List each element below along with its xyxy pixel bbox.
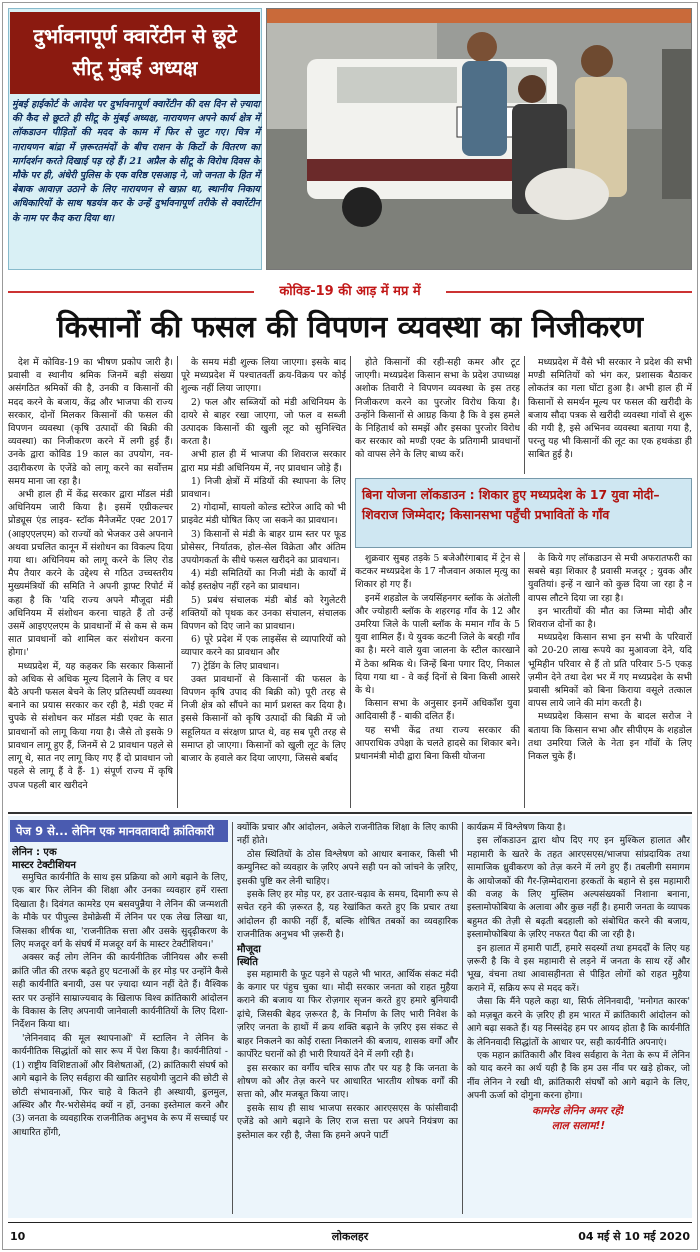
box-column-2 — [528, 552, 692, 808]
paragraph: 7) ट्रेडिंग के लिए प्रावधान। — [191, 660, 280, 672]
subheading: स्थिति — [237, 956, 258, 968]
paragraph: कार्यक्रम में विश्लेषण किया है। — [467, 823, 566, 833]
paragraph: अभी हाल ही में केंद्र सरकार द्वारा मॉडल मंडी अधिनियम जारी किया है। इसमें एग्रीकल्चर प्रोड्यूस एंड लाइव- स्टॉक मैनेजमेंट एक्ट 2017 (आइएएलएम) को राज्यों को भेजकर उसे अपनाने अथवा प्रचलित कानून में संशोधन का विकल्प दिया गया था। अधिनियम को लागू करने के लिए रोड मैप तैयार करने के उद्देश्य से गठित उच्चस्तरीय मुख्यमंत्रियों की समिति ने अपनी ड्राफ्ट रिपोर्ट में कहा है कि 'यदि राज्य अपने मौजूदा मंडी अधिनियम में संशोधन करना चाहते हैं तो उन्हें उसमें आइएएलएम के प्रावधानों में से कम से कम सात प्रावधानों को शामिल कर संशोधन करना होगा।' — [8, 489, 173, 659]
sub-story-box-title: बिना योजना लॉकडाउन : शिकार हुए मध्यप्रदेश के 17 युवा मोदी–शिवराज जिम्मेदार; किसानसभा पहुँची प्रभावितों के गाँव — [355, 478, 692, 548]
closing-slogan: कामरेड लेनिन अमर रहें! — [532, 1104, 625, 1117]
article-column-2 — [181, 356, 346, 808]
issue-date: 04 मई से 10 मई 2020 — [578, 1230, 690, 1243]
paragraph: समुचित कार्यनीति के साथ इस प्रक्रिया को आगे बढ़ाने के लिए, एक बार फिर लेनिन की शिक्षा और उनका व्यवहार हमें रास्ता दिखाता है। दिवंगत कामरेड एम बसवपुन्नैया ने लेनिन की जन्मशती के मौके पर पीपुल्स डेमोक्रेसी में लेनिन पर एक लेख लिखा था, जिसका शीर्षक था, 'राजनीतिक सत्ता और उसके सुदृढ़ीकरण के लिए मजदूर वर्ग के संघर्ष में मजदूर वर्ग के मास्टर टेक्टीशियन।' — [12, 873, 228, 951]
paragraph: अभी हाल ही में भाजपा की शिवराज सरकार द्वारा मप्र मंडी अधिनियम में, नए प्रावधान जोड़े हैं। — [181, 449, 346, 474]
paragraph: इन हालात में हमारी पार्टी, हमारे सदस्यों तथा हमदर्दों के लिए यह ज़रूरी है कि वे इस महामारी से लड़ने में जनता के साथ रहें और भूख, वंचना तथा आवासहीनता से पीड़ित लोगों को राहत मुहैया कराने में, सक्रिय रूप से मदद करें। — [467, 943, 690, 994]
paragraph: यह सभी केंद्र तथा राज्य सरकार की आपराधिक उपेक्षा के चलते हादसे का शिकार बने। प्रधानमंत्री मोदी द्वारा बिना किसी योजना — [355, 724, 520, 763]
paragraph: इसके साथ ही साथ भाजपा सरकार आरएसएस के फांसीवादी एजेंडे को आगे बढ़ाने के लिए राज सत्ता पर अपने नियंत्रण का इस्तेमाल कर रही है, जैसा कि हमने अपने पार्टी — [237, 1103, 458, 1141]
column-rule — [177, 356, 178, 808]
subheading: मौजूदा — [237, 943, 261, 955]
news-photo — [266, 8, 692, 270]
publication-name: लोकलहर — [331, 1230, 369, 1243]
paragraph: इस लॉकडाउन द्वारा थोप दिए गए इन मुश्किल हालात और महामारी के खतरे के तहत आरएसएस/भाजपा सांप्रदायिक तथा सामाजिक ध्रुवीकरण को तेज़ करने में लगे हुए हैं। तबलीगी समागम के आयोजकों की गैर-ज़िम्मेदाराना हरकतों के बहाने से इस महामारी की वजह के लिए मुस्लिम अल्पसंख्यकों निशाना बनाना, इस्लामोफोबिया के अलावा और कुछ नहीं है। हमारी जनता के व्यापक बहुमत की तेज़ी से बढ़ती बदहाली को संबोधित करने की बजाय, इस्लामोफोबिया के ज़रिए नफरत पैदा की जा रही है। — [467, 836, 690, 941]
top-story-headline — [10, 12, 260, 94]
subheading: लेनिन : एक — [12, 847, 57, 858]
top-headline-line-1: दुर्भावनापूर्ण क्वारेंटीन से छूटे — [33, 24, 237, 48]
article-column-4 — [528, 356, 692, 474]
column-rule — [350, 356, 351, 808]
footer-rule — [8, 1222, 692, 1223]
paragraph: मध्यप्रदेश किसान सभा इन सभी के परिवारों को 20-20 लाख रूपये का मुआवजा देने, यदि भूमिहीन परिवार से हैं तो प्रति परिवार 5-5 एकड़ ज़मीन देने तथा देश भर में गए मध्यप्रदेश के सभी प्रवासी श्रमिकों को बिना किराया वसूले तत्काल वापस लाये जाने की मांग करती है। — [528, 632, 692, 710]
paragraph: मध्यप्रदेश किसान सभा के बादल सरोज ने बताया कि किसान सभा और सीपीएम के शहडोल तथा उमरिया जिले के नेता इन गाँवों के लिए निकल चुके हैं। — [528, 711, 692, 763]
paragraph: देश में कोविड-19 का भीषण प्रकोप जारी है। प्रवासी व स्थानीय श्रमिक जिनमें बड़ी संख्या असंगठित श्रमिकों की है, उनकी व किसानों की मदद करने के बजाय, केंद्र और भाजपा की राज्य सरकार, दोनों मिलकर किसानों की फसल की विपणन व्यवस्था (कृषि उत्पादों की बिक्री की व्यवस्था) का निजीकरण करने में लगी हुई हैं। उनके द्वारा कोविड 19 काल का उपयोग, नव-उदारीकरण के एजेंडे को लागू करने का सर्वोत्तम समय माना जा रहा है। — [8, 357, 173, 487]
paragraph: ठोस स्थितियों के ठोस विश्लेषण को आधार बनाकर, किसी भी कम्युनिस्ट को व्यवहार के ज़रिए अपने सही पन को जांचने के ज़रिए, इसकी पुष्टि कर लेनी चाहिए। — [237, 849, 458, 887]
paragraph: होते किसानों की रही-सही कमर और टूट जाएगी। मध्यप्रदेश किसान सभा के प्रदेश उपाध्यक्ष अशोक तिवारी ने विपणन व्यवस्था के इस तरह निजीकरण करने का पुरजोर विरोध किया है। उन्होंने किसानों से आग्रह किया है कि वे इस हमले के निहितार्थ को समझें और इसका पुरजोर विरोध कर सरकार को मण्डी एक्ट के प्रतिगामी प्रावधानों को वापस लेने के लिए बाध्य करें। — [355, 357, 520, 461]
paragraph: जैसा कि मैंने पहले कहा था, सिर्फ लेनिनवादी, 'मनोगत कारक' को मज़बूत करने के ज़रिए ही हम भारत में क्रांतिकारी आंदोलन को आगे बढ़ा सकते हैं। यह निस्संदेह हम पर आयद होता है कि कार्यनीति के लेनिनवादी सिद्धांतों के आधार पर, सही कार्यनीति अपनाएं। — [467, 997, 690, 1048]
paragraph: 6) पूरे प्रदेश में एक लाइसेंस से व्यापारियों को व्यापार करने का प्रावधान और — [181, 634, 346, 659]
subheading: मास्टर टेक्टीशियन — [12, 860, 76, 871]
paragraph: 2) गोदामों, सायलो कोल्ड स्टोरेज आदि को भी प्राइवेट मंडी घोषित किए जा सकने का प्रावधान। — [181, 502, 346, 527]
paragraph: के समय मंडी शुल्क लिया जाएगा। इसके बाद पूरे मध्यप्रदेश में पश्चातवर्ती क्रय-विक्रय पर कोई शुल्क नहीं लिया जाएगा। — [181, 357, 346, 395]
paragraph: 1) निजी क्षेत्रों में मंडियों की स्थापना के लिए प्रावधान। — [181, 475, 346, 501]
box-column-1 — [355, 552, 520, 808]
top-headline-line-2: सीटू मुंबई अध्यक्ष — [72, 56, 198, 80]
paragraph: इस सरकार का वर्गीय चरित्र साफ तौर पर यह है कि जनता के शोषण को और तेज़ करने पर आधारित भारतीय शोषक वर्गों की सत्ता को, और मजबूत किया जाए। — [237, 1063, 458, 1101]
paragraph: 4) मंडी समितियों का निजी मंडी के कार्यों में कोई हस्तक्षेप नहीं रहने का प्रावधान। — [181, 568, 346, 593]
closing-salute: लाल सलाम!! — [551, 1119, 606, 1132]
paragraph: 2) फल और सब्जियों को मंडी अधिनियम के दायरे से बाहर रखा जाएगा, जो फल व सब्जी उत्पादक किसानों की खुली लूट को सुनिश्चित करता है। — [181, 396, 346, 448]
paragraph: शुक्रवार सुबह तड़के 5 बजेऔरंगाबाद में ट्रेन से कटकर मध्यप्रदेश के 17 नौजवान अकाल मृत्यु का शिकार हो गए हैं। — [355, 553, 520, 591]
kicker-bar — [8, 280, 692, 304]
news-photo-illustration — [267, 9, 692, 270]
paragraph: के किये गए लॉकडाउन से मची अफरातफरी का सबसे बड़ा शिकार है प्रवासी मजदूर ; युवक और युवतियां। इन्हें न खाने को कुछ दिया जा रहा है न वापस लौटने दिया जा रहा है। — [528, 553, 692, 604]
column-rule — [462, 822, 463, 1214]
column-rule — [524, 552, 525, 808]
paragraph: 5) प्रबंध संचालक मंडी बोर्ड को रेगुलेटरी शक्तियों को पृथक कर उनका संचालन, संचालक विपणन को दिए जाने का प्रावधान। — [181, 594, 346, 633]
paragraph: 3) किसानों से मंडी के बाहर ग्राम स्तर पर फूड प्रोसेसर, निर्यातक, होल-सेल विक्रेता और अंतिम उपयोगकर्ता के सीधे फसल खरीदने का प्रावधान। — [181, 528, 346, 567]
main-headline: किसानों की फसल की विपणन व्यवस्था का निजीकरण — [56, 310, 644, 345]
column-rule — [524, 356, 525, 474]
paragraph: मध्यप्रदेश में, यह कहकर कि सरकार किसानों को अधिक से अधिक मूल्य दिलाने के लिए व घर बैठे अपनी फसल बेचने के लिए प्रतिस्पर्धी व्यवस्था बनाने का प्रयास सरकार कर रही है, मंडी एक्ट में चुपके से संशोधन कर मॉडल मंडी एक्ट के सात प्रावधानों को लागू किया गया है। जैसे तो इसके 9 प्रावधान लागू हुए हैं, जिनमें से 2 प्रावधान पहले से लागू थे, सात नए लागू किए गए हैं दो प्रावधान जो पहले से लागू हैं वे हैं- 1) संपूर्ण राज्य में कृषि उपज पहली बार खरीदने — [8, 660, 173, 791]
page-number: 10 — [10, 1230, 26, 1243]
top-story-lead: मुंबई हाईकोर्ट के आदेश पर दुर्भावनापूर्ण क्वारेंटीन की दस दिन से ज़्यादा की कैद से छूटते ही सीटू के मुंबई अध्यक्ष, नारायणन अपने कार्य क्षेत्र में लॉकडाउन पीड़ितों की मदद के काम में फिर से जुट गए। चित्र में नारायणन बांद्रा में ज़रूरतमंदों के बीच राशन के किटों के वितरण का मार्गदर्शन करते दिखाई पड़ रहे हैं। 21 अप्रैल के सीटू के विरोध दिवस के मौके पर ही, अंधेरी पुलिस के एक वरिष्ठ एसआइ ने, जो जनता के हित में बेबाक आवाज़ उठाने के लिए नारायणन से खफ़ा था, स्थानीय निकाय अधिकारियों के साथ षडयंत्र कर के उन्हें दुर्भावनापूर्ण तरीके से क्वारेंटीन के नाम पर कैद करा दिया था। — [12, 99, 260, 224]
paragraph: इसके लिए हर मोड़ पर, हर उतार-चढ़ाव के समय, दिमागी रूप से सचेत रहने की ज़रूरत है, यह रेखांकित करते हुए कि प्रचार तथा आंदोलन ही काफी नहीं हैं, बल्कि शोषित तबकों का व्यवहारिक राजनीतिक अनुभव भी ज़रूरी है। — [237, 890, 458, 941]
paragraph: मध्यप्रदेश में वैसे भी सरकार ने प्रदेश की सभी मण्डी समितियों को भंग कर, प्रशासक बैठाकर लोकतंत्र का गला घोंटा हुआ है। अभी हाल ही में किसानों से समर्थन मूल्य पर फसल की खरीदी के बजाय सौदा पत्रक से खरीदी व्यवस्था गांवों से शुरू की गयी है, इसे अभिनव व्यवस्था बताया गया है, परन्तु यह भी किसानों की लूट का एक हथकंडा ही साबित हुई है। — [528, 357, 692, 461]
paragraph: उक्त प्रावधानों से किसानों की फसल के विपणन कृषि उपाद की बिक्री को) पूरी तरह से निजी क्षेत्र को सौंपने का मार्ग प्रशस्त कर दिया है। इससे किसानों को कृषि उत्पादों की बिक्री में जो सहूलियत व संरक्षण प्राप्त थे, वह सब पूरी तरह से समाप्त हो जाएगा। किसानों को खुली लूट के लिए बाजार के हवाले कर दिया जाएगा, जिससे बर्बाद — [181, 673, 346, 765]
section-rule — [8, 812, 692, 814]
article-column-3 — [355, 356, 520, 474]
paragraph: क्योंकि प्रचार और आंदोलन, अकेले राजनीतिक शिक्षा के लिए काफी नहीं होते। — [237, 823, 458, 847]
paragraph: अक्सर कई लोग लेनिन की कार्यनीतिक जीनियस और रूसी क्रांति जीत की तरफ बढ़ते हुए घटनाओं के हर मोड़ पर उन्होंने कैसे सही कार्यनीति बनायी, उस पर ज़्यादा ध्यान नहीं देते हैं। वैश्विक स्तर पर उन्होंने साम्राज्यवाद के खिलाफ विश्व क्रांतिकारी आंदोलन के विकास के लिए अपनायी जानेवाली कार्यनीतियों के लिए दिशा-निर्देशन किया था। — [12, 953, 228, 1031]
lenin-story-heading: पेज 9 से... लेनिन एक मानवतावादी क्रांतिकारी — [10, 820, 228, 842]
article-column-1 — [8, 356, 173, 808]
paragraph: एक महान क्रांतिकारी और विश्व सर्वहारा के नेता के रूप में लेनिन को याद करने का अर्थ यही है कि हम उस नींव पर खड़े होकर, जो नींव लेनिन ने रखी थी, क्रांतिकारी संघर्षों को आगे बढ़ाने के लिए, अपनी ऊर्जा को दोगुना करना होगा। — [467, 1050, 690, 1102]
lenin-column-3 — [467, 822, 690, 1216]
kicker: कोविड-19 की आड़ में मप्र में — [254, 280, 446, 304]
paragraph: 'लेनिनवाद की मूल स्थापनाओं' में स्टालिन ने लेनिन के कार्यनीतिक सिद्धांतों को सार रूप में पेश किया है। कार्यनीतियां - (1) राष्ट्रीय विशिष्टताओं और विशेषताओं, (2) क्रांतिकारी संघर्ष को आगे बढ़ाने के लिए सर्वहारा की खातिर सहयोगी जुटाने की छोटी से छोटी संभावनाओं, फिर चाहे वे कितने ही अस्थायी, ढुलमुल, अस्थिर और गैर-भरोसेमंद क्यों न हों, उनका इस्तेमाल करने और (3) जनता के व्यवहारिक राजनीतिक अनुभव के रूप में सच्चाई पर आधारित होंगी, — [12, 1033, 228, 1138]
lenin-column-2 — [237, 822, 458, 1216]
paragraph: किसान सभा के अनुसार इनमें अधिकाँश युवा आदिवासी हैं - बाकी दलित हैं। — [355, 698, 520, 723]
paragraph: इन भारतीयों की मौत का जिम्मा मोदी और शिवराज दोनों का है। — [528, 605, 692, 631]
lenin-column-1 — [12, 846, 228, 1216]
paragraph: इस महामारी के फूट पड़ने से पहले भी भारत, आर्थिक संकट मंदी के कगार पर पंहुच चुका था। मोदी सरकार जनता को राहत मुहैया कराने की बजाय या फिर रोज़गार सृजन करते हुए हमारे बुनियादी ढ़ांचे, जिसकी बेहद ज़रूरत है, के निर्माण के लिए भारी निवेश के ज़रिए जनता के हाथों में क्रय शक्ति बढ़ाने के ज़रिए इस संकट से बाहर निकलने का कोई रास्ता निकालने की बजाय, शासक वर्गों और कार्पोरेट घरानों को ही भारी रियायतें देने में लगी रही है। — [237, 969, 458, 1061]
column-rule — [232, 822, 233, 1214]
paragraph: इनमें शहडोल के जयसिंहनगर ब्लॉक के अंतोली और ज्योहारी ब्लॉक के शहरगढ़ गाँव के 12 और उमरिया जिले के पाली ब्लॉक के ममान गाँव के 5 युवा शामिल हैं। ये युवक कटनी जिले के बरही गाँव का है। मरने वाले युवा जालना के स्टील कारखाने में ठेका श्रमिक थे। जिन्हें बिना पगार दिए, निकाल दिया गया था - वे कई दिनों से बिना किसी आसरे के थे। — [355, 592, 520, 697]
